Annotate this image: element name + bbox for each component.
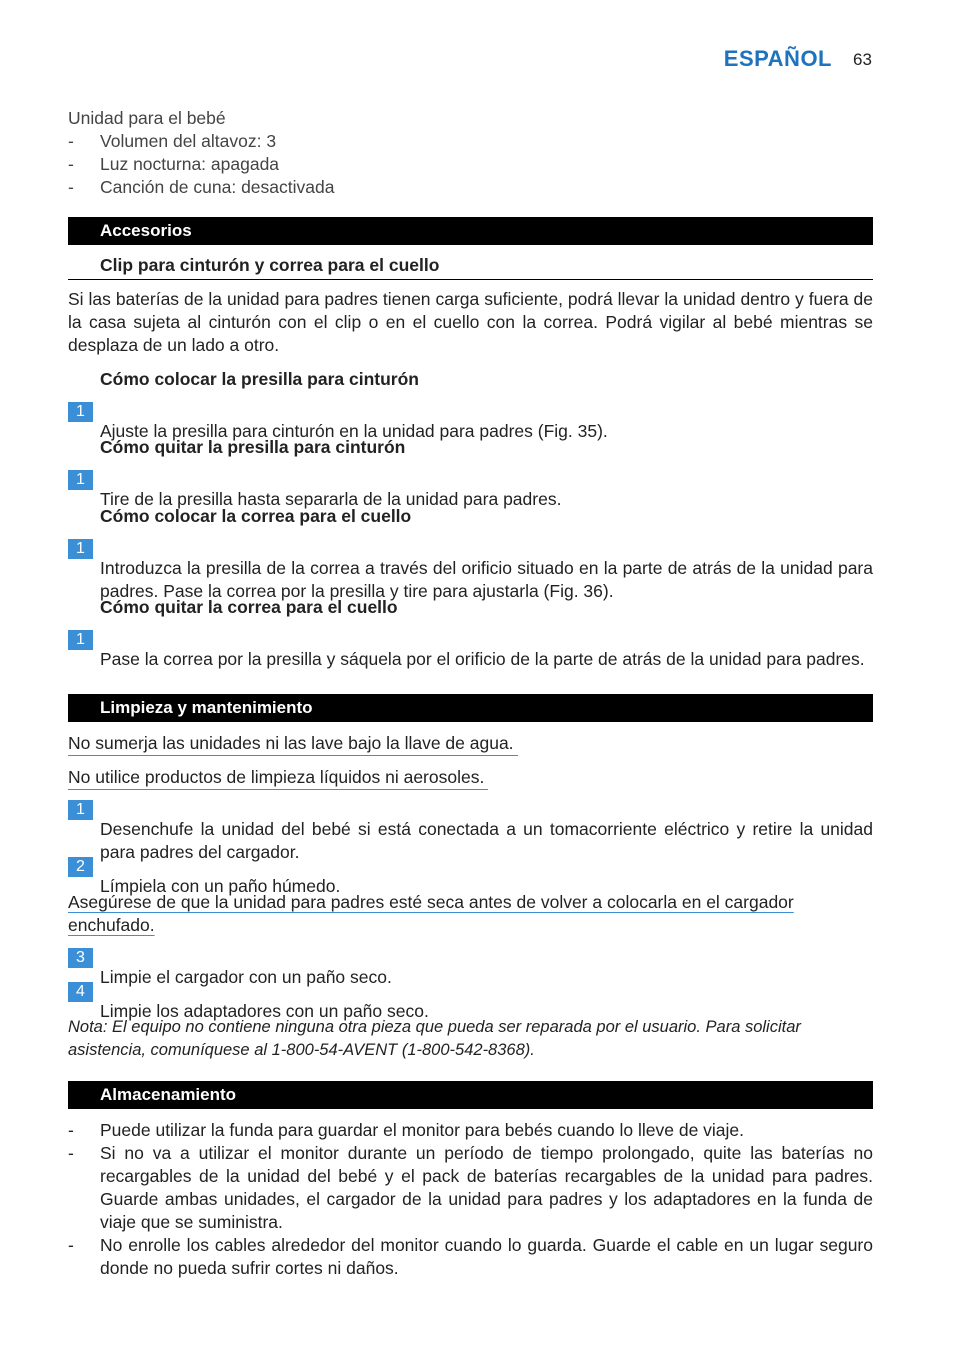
warning-dry-before-charging: Asegúrese de que la unidad para padres esté seca antes de volver a colocarla en el cargador enchufado. [68,892,794,935]
warning-no-submerge: No sumerja las unidades ni las lave bajo la llave de agua. [68,732,518,756]
step-attach-strap: 1 Introduzca la presilla de la correa a través del orificio situado en la parte de atrás de la unidad para padres. Pase la correa por la presilla y tire para ajustarla (Fig. 36). [68,539,873,620]
step-attach-clip: 1 Ajuste la presilla para cinturón en la unidad para padres (Fig. 35). [68,402,873,460]
list-item: - No enrolle los cables alrededor del monitor cuando lo guarda. Guarde el cable en un lugar seguro donde no pueda sufrir cortes ni daños. [68,1235,873,1278]
list-item: - Volumen del altavoz: 3 [68,131,277,151]
list-item: - Si no va a utilizar el monitor durante un período de tiempo prolongado, quite las baterías no recargables de la unidad del bebé y el pack de baterías recargables de la unidad para padres. Guarde ambas unidades, el cargador de la unidad para padres y los adaptadores en la funda de viaje que se suministra. [68,1143,873,1232]
storage-list [68,1119,873,1280]
section-bar-accessories: Accesorios [68,217,873,245]
step-remove-clip: 1 Tire de la presilla hasta separarla de la unidad para padres. [68,470,873,528]
divider [68,279,873,280]
language-label: ESPAÑOL [723,46,832,71]
baby-unit-title: Unidad para el bebé [68,108,226,128]
step-clean-adapters: 4 Limpie los adaptadores con un paño seco. [68,982,873,1040]
heading-attach-strap: Cómo colocar la correa para el cuello [100,506,412,526]
step-number-badge: 1 [68,470,93,490]
step-clean-charger: 3 Limpie el cargador con un paño seco. [68,948,873,1006]
step-number-badge: 3 [68,948,93,968]
service-note: Nota: El equipo no contiene ninguna otra pieza que pueda ser reparada por el usuario. Para solicitar asistencia, comuníquese al 1-800-54-AVENT (1-800-542-8368). [68,1018,801,1059]
warning-no-liquids: No utilice productos de limpieza líquidos ni aerosoles. [68,766,488,790]
list-item: - Puede utilizar la funda para guardar el monitor para bebés cuando lo lleve de viaje. [68,1120,745,1140]
step-remove-strap: 1 Pase la correa por la presilla y sáquela por el orificio de la parte de atrás de la unidad para padres. [68,630,873,688]
page-number: 63 [853,50,872,69]
clip-subtitle: Clip para cinturón y correa para el cuello [100,255,440,275]
heading-attach-clip: Cómo colocar la presilla para cinturón [100,369,419,389]
step-number-badge: 1 [68,539,93,559]
step-number-badge: 2 [68,857,93,877]
step-wipe: 2 Límpiela con un paño húmedo. [68,857,873,915]
step-number-badge: 1 [68,630,93,650]
section-bar-cleaning: Limpieza y mantenimiento [68,694,873,722]
list-item: - Canción de cuna: desactivada [68,177,335,197]
list-item: - Luz nocturna: apagada [68,154,280,174]
section-bar-storage: Almacenamiento [68,1081,873,1109]
step-unplug: 1 Desenchufe la unidad del bebé si está conectada a un tomacorriente eléctrico y retire la unidad para padres del cargador. [68,800,873,881]
heading-remove-clip: Cómo quitar la presilla para cinturón [100,437,406,457]
accessories-intro: Si las baterías de la unidad para padres tienen carga suficiente, podrá llevar la unidad dentro y fuera de la casa sujeta al cinturón con el clip o en el cuello con la correa. Podrá vigilar al bebé mientras se desplaza de un lado a otro. [68,289,873,355]
baby-unit-settings [68,107,873,199]
step-number-badge: 1 [68,800,93,820]
step-number-badge: 4 [68,982,93,1002]
heading-remove-strap: Cómo quitar la correa para el cuello [100,597,398,617]
step-number-badge: 1 [68,402,93,422]
